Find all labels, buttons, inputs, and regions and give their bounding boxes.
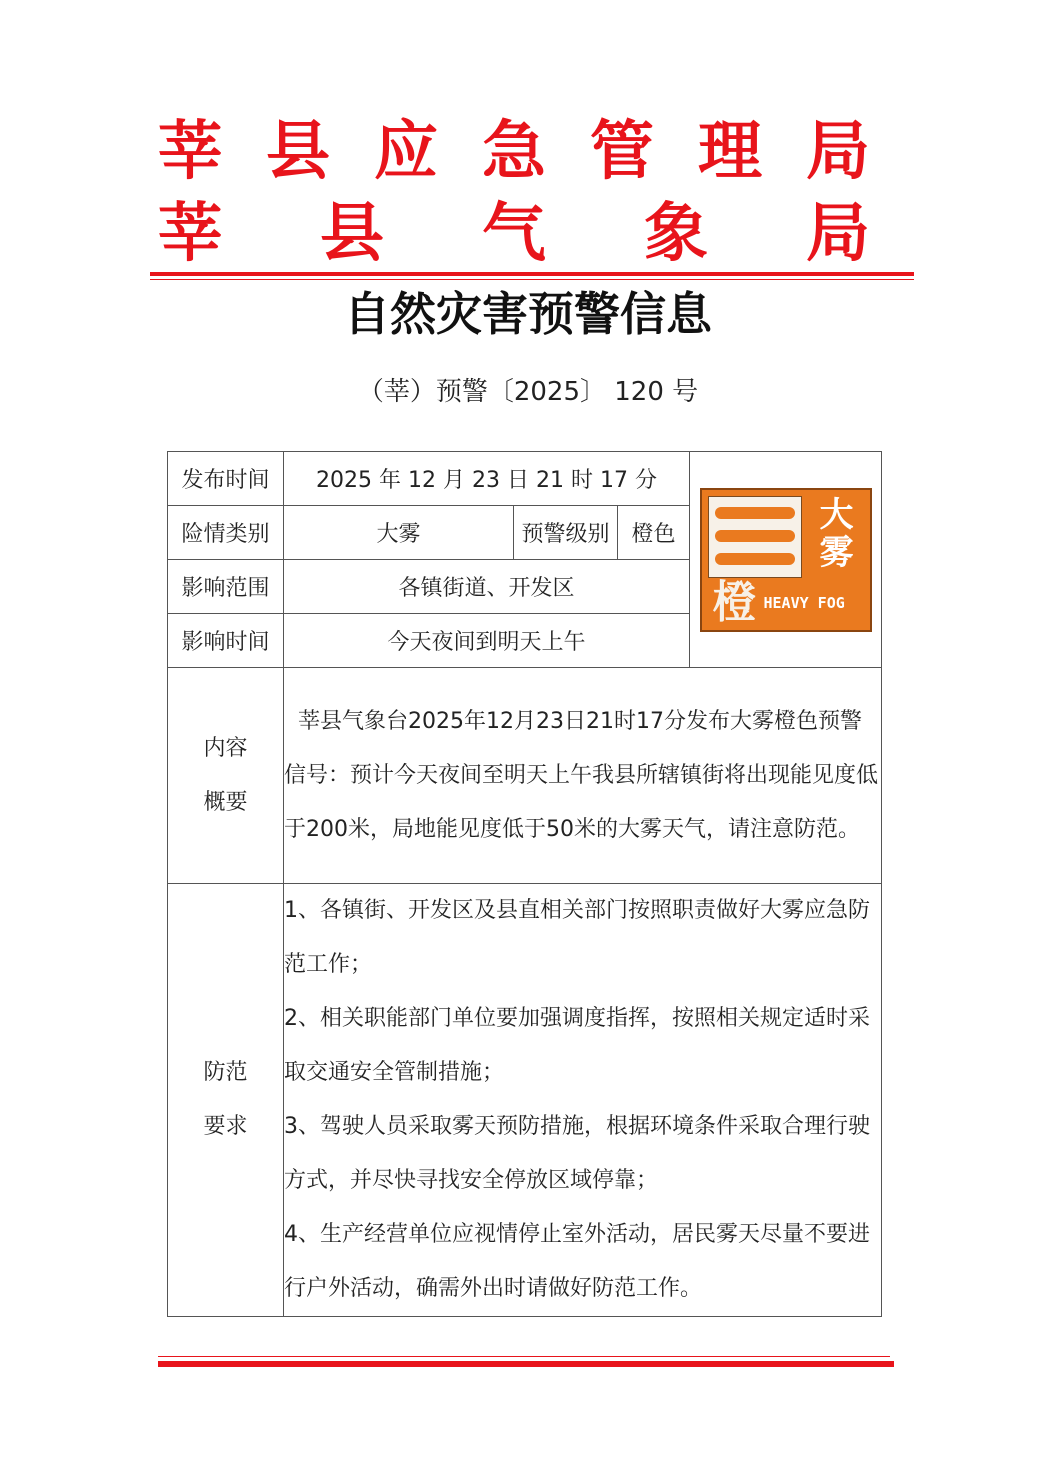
summary-label-line: 概要 (203, 789, 248, 815)
document-title: 自然灾害预警信息 (344, 287, 712, 341)
requirement-item: 4、生产经营单位应视情停止室外活动，居民雾天尽量不要进行户外活动，确需外出时请做好防范工作。 (284, 1222, 870, 1301)
hazard-type-value: 大雾 (284, 506, 514, 560)
warning-level-label: 预警级别 (514, 506, 618, 560)
scope-value: 各镇街道、开发区 (284, 560, 690, 614)
document-number: （莘）预警〔2025〕 120 号 (357, 377, 699, 407)
table-row (168, 884, 882, 1317)
badge-cell (690, 452, 882, 668)
org-char: 气 (482, 197, 546, 271)
badge-hazard-text (806, 496, 868, 572)
org-name-meteorological-bureau (158, 196, 870, 272)
requirement-item: 2、相关职能部门单位要加强调度指挥，按照相关规定适时采取交通安全管制措施； (284, 1006, 870, 1085)
org-char: 莘 (158, 115, 222, 189)
orange-heavy-fog-warning-icon (700, 488, 872, 632)
org-char: 象 (644, 197, 708, 271)
table-row (168, 452, 882, 506)
hazard-type-label: 险情类别 (168, 506, 284, 560)
header-divider (150, 272, 914, 276)
summary-paragraph: 莘县气象台2025年12月23日21时17分发布大雾橙色预警信号：预计今天夜间至明天上午我县所辖镇街将出现能见度低于200米，局地能见度低于50米的大雾天气，请注意防范。 (284, 708, 879, 842)
scope-label: 影响范围 (168, 560, 284, 614)
issue-time-value: 2025 年 12 月 23 日 21 时 17 分 (284, 452, 690, 506)
table-row (168, 668, 882, 884)
org-char: 管 (590, 115, 654, 189)
org-char: 理 (698, 115, 762, 189)
requirement-item: 1、各镇街、开发区及县直相关部门按照职责做好大雾应急防范工作； (284, 898, 870, 977)
org-char: 局 (806, 197, 870, 271)
warning-info-table (167, 451, 882, 1317)
header-divider-thin (150, 279, 914, 280)
requirements-label-line: 要求 (203, 1114, 248, 1139)
org-name-emergency-bureau (158, 114, 870, 190)
org-char: 县 (320, 197, 384, 271)
warning-level-bars (708, 496, 802, 578)
org-char: 莘 (158, 197, 222, 271)
requirements-label-line: 防范 (203, 1060, 248, 1085)
summary-label-line: 内容 (203, 735, 248, 761)
summary-text (284, 668, 882, 884)
badge-level-char: 橙 (712, 576, 757, 628)
warning-level-value: 橙色 (618, 506, 690, 560)
issue-time-label: 发布时间 (168, 452, 284, 506)
org-char: 急 (482, 115, 546, 189)
org-char: 县 (266, 115, 330, 189)
period-label: 影响时间 (168, 614, 284, 668)
org-char: 局 (806, 115, 870, 189)
requirement-item: 3、驾驶人员采取雾天预防措施，根据环境条件采取合理行驶方式，并尽快寻找安全停放区域停靠； (284, 1114, 870, 1193)
badge-english-text: HEAVY FOG (763, 593, 845, 612)
badge-hazard-char: 大 (819, 494, 854, 535)
requirements-label (168, 884, 284, 1317)
footer-divider-thin (158, 1356, 890, 1357)
summary-label (168, 668, 284, 884)
badge-hazard-char: 雾 (819, 532, 854, 573)
footer-divider (158, 1361, 894, 1367)
org-char: 应 (374, 115, 438, 189)
period-value: 今天夜间到明天上午 (284, 614, 690, 668)
requirements-list (284, 884, 882, 1317)
